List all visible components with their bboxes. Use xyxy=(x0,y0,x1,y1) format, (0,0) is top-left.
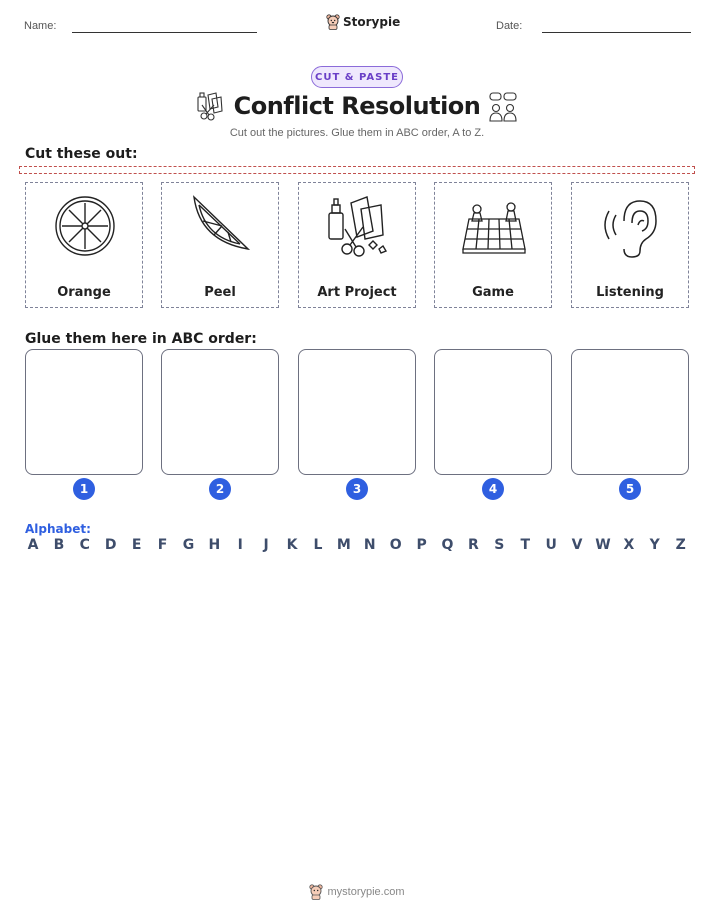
glue-box-3[interactable] xyxy=(298,349,416,475)
alphabet-letter: I xyxy=(237,537,243,553)
art-project-icon xyxy=(323,191,393,261)
alphabet-letter: E xyxy=(131,537,142,553)
page-subtitle: Cut out the pictures. Glue them in ABC order, A to Z. xyxy=(229,127,485,139)
alphabet-letter: M xyxy=(336,537,351,553)
alphabet-letter: O xyxy=(389,537,402,553)
cut-section-heading: Cut these out: xyxy=(25,146,138,162)
cut-card-listening[interactable] xyxy=(571,182,689,308)
cut-card-label: Listening xyxy=(596,285,664,300)
order-number-3: 3 xyxy=(346,478,368,500)
two-people-talking-icon xyxy=(487,91,519,123)
alphabet-label: Alphabet: xyxy=(25,522,91,536)
glue-section-heading: Glue them here in ABC order: xyxy=(25,331,257,347)
alphabet-letter: D xyxy=(104,537,117,553)
footer-url[interactable]: mystorypie.com xyxy=(327,886,405,898)
cut-card-peel[interactable] xyxy=(161,182,279,308)
alphabet-letter: Z xyxy=(675,537,686,553)
alphabet-letter: T xyxy=(520,537,530,553)
glue-box-5[interactable] xyxy=(571,349,689,475)
name-label: Name: xyxy=(24,20,57,32)
brand-logo xyxy=(326,14,400,30)
alphabet-letter: U xyxy=(545,537,557,553)
alphabet-letter: A xyxy=(27,537,39,553)
alphabet-letter: W xyxy=(595,537,611,553)
alphabet-letter: C xyxy=(79,537,90,553)
alphabet-letter: N xyxy=(363,537,376,553)
alphabet-letter: R xyxy=(468,537,479,553)
orange-peel-wedge-icon xyxy=(186,191,256,261)
alphabet-letter: B xyxy=(53,537,65,553)
cut-card-art-project[interactable] xyxy=(298,182,416,308)
orange-slice-icon xyxy=(50,191,120,261)
cut-card-label: Art Project xyxy=(317,285,397,300)
glue-box-4[interactable] xyxy=(434,349,552,475)
glue-box-2[interactable] xyxy=(161,349,279,475)
cut-card-label: Peel xyxy=(204,285,236,300)
order-number-5: 5 xyxy=(619,478,641,500)
brand-name: Storypie xyxy=(343,15,401,29)
alphabet-letter: Q xyxy=(441,537,454,553)
order-number-4: 4 xyxy=(482,478,504,500)
bear-mascot-icon xyxy=(309,884,323,900)
name-line[interactable] xyxy=(72,32,257,33)
alphabet-letter: K xyxy=(286,537,298,553)
cut-card-orange[interactable] xyxy=(25,182,143,308)
alphabet-letter: V xyxy=(571,537,583,553)
alphabet-letter: X xyxy=(623,537,635,553)
order-number-2: 2 xyxy=(209,478,231,500)
cut-card-label: Orange xyxy=(57,285,111,300)
cut-card-game[interactable] xyxy=(434,182,552,308)
ear-icon xyxy=(596,191,666,261)
alphabet-letter: S xyxy=(494,537,505,553)
footer xyxy=(300,884,414,900)
alphabet-letter: P xyxy=(416,537,427,553)
board-game-icon xyxy=(459,191,529,261)
glue-box-1[interactable] xyxy=(25,349,143,475)
page-title: Conflict Resolution xyxy=(233,92,481,120)
cut-dashed-line xyxy=(19,166,695,174)
date-label: Date: xyxy=(496,20,523,32)
alphabet-row xyxy=(25,537,689,553)
bear-mascot-icon xyxy=(326,14,340,30)
alphabet-letter: G xyxy=(182,537,195,553)
order-number-1: 1 xyxy=(73,478,95,500)
alphabet-letter: J xyxy=(263,537,269,553)
alphabet-letter: Y xyxy=(649,537,660,553)
cut-card-label: Game xyxy=(472,285,514,300)
cut-paste-badge: CUT & PASTE xyxy=(311,66,403,88)
alphabet-letter: H xyxy=(208,537,221,553)
date-line[interactable] xyxy=(542,32,691,33)
alphabet-letter: L xyxy=(313,537,323,553)
alphabet-letter: F xyxy=(157,537,168,553)
